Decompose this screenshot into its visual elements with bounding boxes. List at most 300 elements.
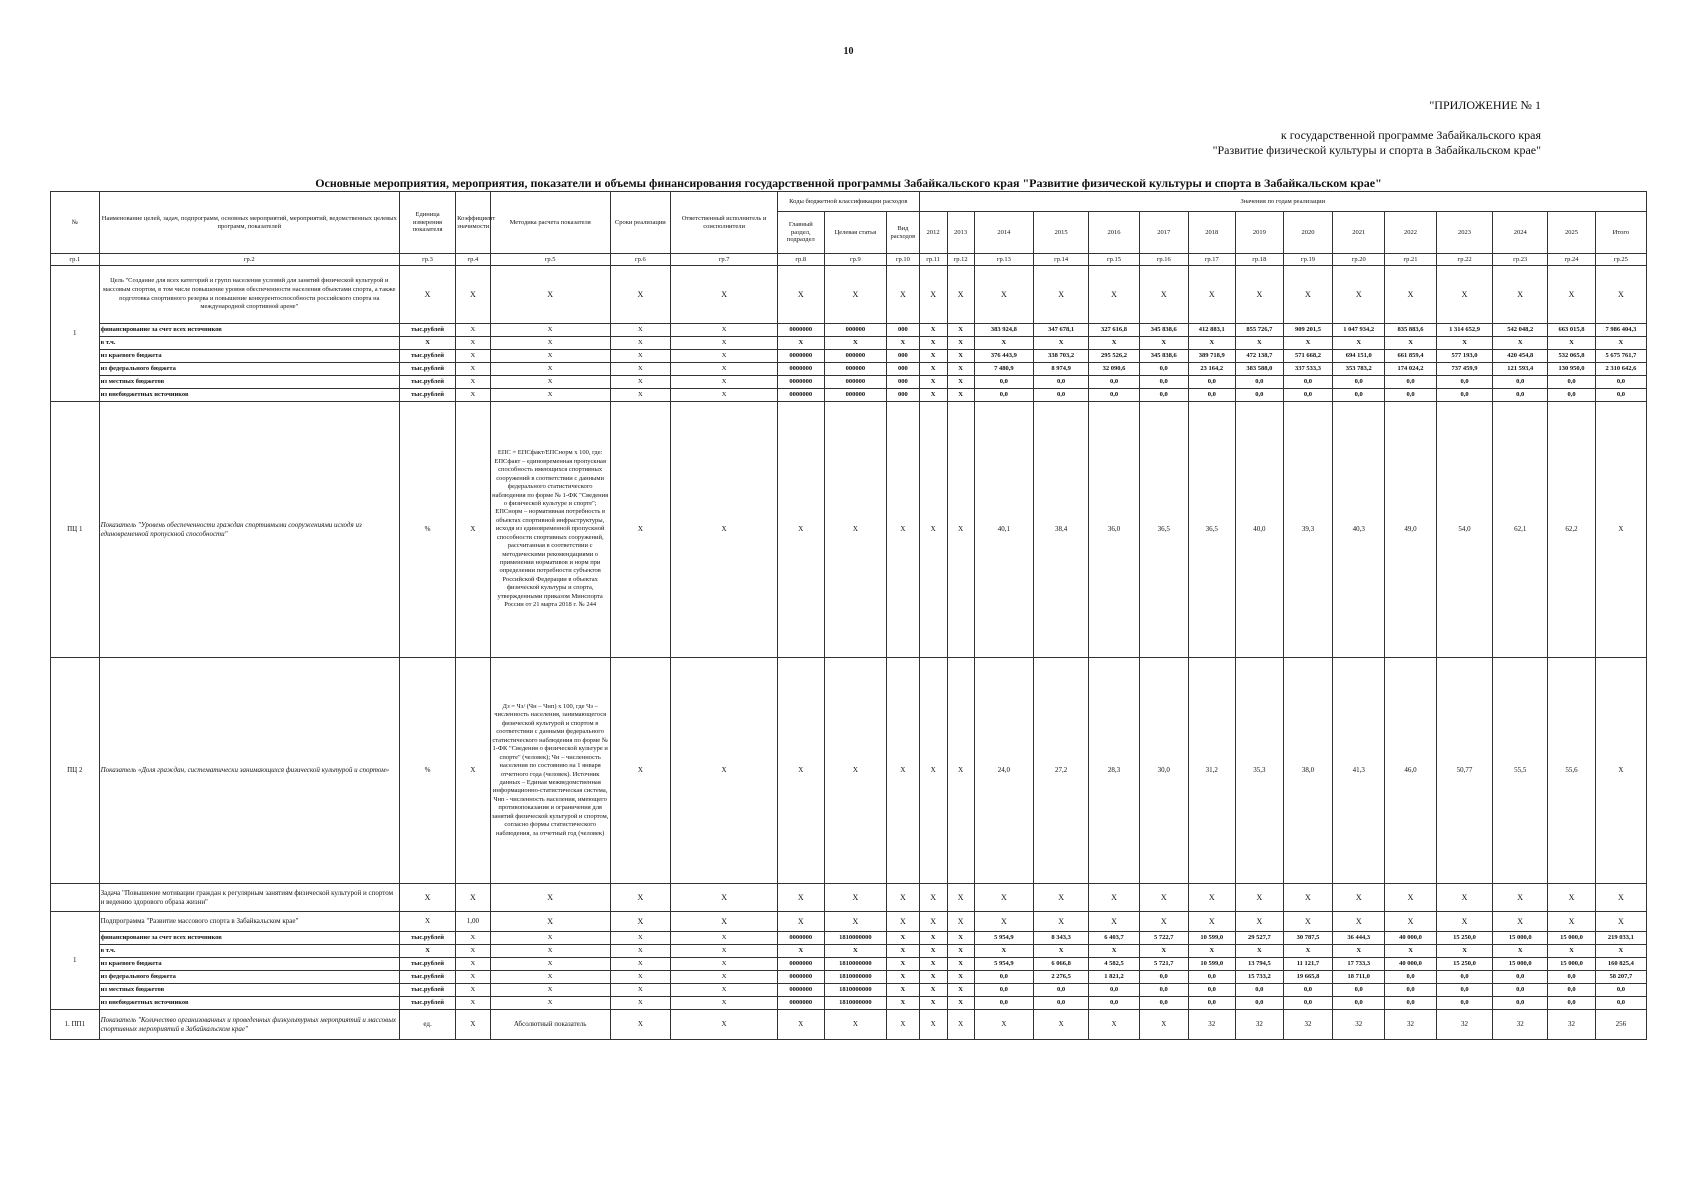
year-value: X <box>1188 945 1236 958</box>
x-mark: X <box>1333 912 1385 932</box>
year-value: 27,2 <box>1034 658 1089 884</box>
year-value: 8 974,9 <box>1034 363 1089 376</box>
year-value: 62,1 <box>1493 402 1548 658</box>
year-value: X <box>1333 945 1385 958</box>
method-text: ЕПС = ЕПСфакт/ЕПСнорм х 100, где: ЕПСфакт – единовременная пропускная способность имеющихся спортивных сооружений в соответствии с данными федерального статистического наблюдения по форме № 1-ФК "Сведения о физической культуре и спорте"; ЕПСнорм – нормативная потребность в объектах спортивной инфраструктуры, исходя из единовременной пропускной способности спортивных сооружений, рассчитанная в соответствии с методическими рекомендациями о применении нормативов и норм при определении потребности субъектов Российской Федерации в объектах физической культуры и спорта, утвержденными приказом Минспорта России от 21 марта 2018 г. № 244 <box>490 402 610 658</box>
chapter-code: 0000000 <box>778 971 824 984</box>
x-mark: X <box>671 945 778 958</box>
year-value: X <box>947 958 974 971</box>
chapter-code: 0000000 <box>778 363 824 376</box>
x-mark: X <box>610 971 671 984</box>
x-mark: X <box>490 337 610 350</box>
year-value: 32 <box>1548 1010 1596 1040</box>
x-mark: X <box>456 958 491 971</box>
year-value: 0,0 <box>1493 376 1548 389</box>
financing-label: из краевого бюджета <box>99 958 399 971</box>
year-value: 0,0 <box>1034 997 1089 1010</box>
year-value: 661 859,4 <box>1385 350 1437 363</box>
col-number: гр.8 <box>778 254 824 266</box>
financing-row <box>51 350 1647 363</box>
header-year: 2017 <box>1139 212 1188 254</box>
x-mark: X <box>671 984 778 997</box>
header-expense-type: Вид расходов <box>887 212 919 254</box>
x-mark: X <box>671 1010 778 1040</box>
expense-type-code: X <box>887 945 919 958</box>
x-mark: X <box>1236 884 1284 912</box>
x-mark: X <box>490 958 610 971</box>
x-mark: X <box>778 912 824 932</box>
target-article-code: 000000 <box>824 363 887 376</box>
year-value: 0,0 <box>974 971 1033 984</box>
year-value: X <box>1139 1010 1188 1040</box>
year-value: 1 047 934,2 <box>1333 324 1385 337</box>
x-mark: X <box>1236 912 1284 932</box>
year-value: X <box>1385 945 1437 958</box>
year-value: 345 838,6 <box>1139 324 1188 337</box>
x-mark: X <box>610 984 671 997</box>
column-numbers-row <box>51 254 1647 266</box>
col-number: гр.6 <box>610 254 671 266</box>
year-value: X <box>1595 402 1646 658</box>
year-value: 32 <box>1493 1010 1548 1040</box>
year-value: 0,0 <box>1139 984 1188 997</box>
chapter-code: 0000000 <box>778 350 824 363</box>
year-value: 46,0 <box>1385 658 1437 884</box>
year-value: 160 825,4 <box>1595 958 1646 971</box>
year-value: 10 599,0 <box>1188 958 1236 971</box>
x-mark: X <box>887 912 919 932</box>
expense-type-code: 000 <box>887 389 919 402</box>
year-value: 15 250,0 <box>1436 958 1492 971</box>
goal-row <box>51 266 1647 324</box>
year-value: 0,0 <box>1139 389 1188 402</box>
table-title: Основные мероприятия, мероприятия, показатели и объемы финансирования государственной программы Забайкальского края "Развитие физической культуры и спорта в Забайкальском крае" <box>51 177 1647 192</box>
unit-cell: тыс.рублей <box>399 997 455 1010</box>
x-mark: X <box>824 266 887 324</box>
x-mark: X <box>490 324 610 337</box>
x-mark: X <box>974 266 1033 324</box>
year-value: X <box>947 971 974 984</box>
year-value: 15 733,2 <box>1236 971 1284 984</box>
expense-type-code: 000 <box>887 324 919 337</box>
year-value: 0,0 <box>1283 389 1333 402</box>
financing-row <box>51 363 1647 376</box>
x-mark: X <box>399 912 455 932</box>
chapter-code: 0000000 <box>778 324 824 337</box>
year-value: 5 721,7 <box>1139 958 1188 971</box>
year-value: 6 066,8 <box>1034 958 1089 971</box>
year-value: X <box>947 376 974 389</box>
x-mark: X <box>1493 884 1548 912</box>
year-value: 376 443,9 <box>974 350 1033 363</box>
x-mark: X <box>671 997 778 1010</box>
method-text: Дз = Чз/ (Чн – Чнп) х 100, где Чз – численность населения, занимающегося физической культурой и спортом в соответствии с данными федерального статистического наблюдения по форме № 1-ФК "Сведения о физической культуре и спорте" (человек); Чн – численность населения по состоянию на 1 января отчетного года (человек). Источник данных – Единая межведомственная информационно-статистическая система, Чнп - численность населения, имеющего противопоказания и ограничения для занятий физической культурой и спортом, согласно формы статистического наблюдения, за отчетный год (человек) <box>490 658 610 884</box>
task-text: Задача "Повышение мотивации граждан к регулярным занятиям физической культурой и спортом и ведению здорового образа жизни" <box>99 884 399 912</box>
x-mark: X <box>671 658 778 884</box>
col-number: гр.17 <box>1188 254 1236 266</box>
year-value: 32 <box>1436 1010 1492 1040</box>
year-value: X <box>947 389 974 402</box>
x-mark: X <box>947 266 974 324</box>
x-mark: X <box>919 266 947 324</box>
x-mark: X <box>1333 884 1385 912</box>
subprogram-number: 1 <box>51 912 100 1010</box>
year-value: X <box>1139 945 1188 958</box>
unit-cell: X <box>399 945 455 958</box>
x-mark: X <box>456 266 491 324</box>
x-mark: X <box>671 376 778 389</box>
year-value: 0,0 <box>1089 997 1140 1010</box>
financing-row <box>51 971 1647 984</box>
indicator-text: Показатель «Доля граждан, систематически занимающихся физической культурой и спортом» <box>99 658 399 884</box>
year-value: X <box>1236 945 1284 958</box>
year-value: 0,0 <box>1333 389 1385 402</box>
financing-label: финансирование за счет всех источников <box>99 932 399 945</box>
x-mark: X <box>610 932 671 945</box>
target-article-code: 000000 <box>824 324 887 337</box>
col-number: гр.5 <box>490 254 610 266</box>
unit-cell: % <box>399 402 455 658</box>
year-value: 0,0 <box>1493 997 1548 1010</box>
x-mark: X <box>671 912 778 932</box>
year-value: 0,0 <box>1493 984 1548 997</box>
year-value: 0,0 <box>1385 997 1437 1010</box>
year-value: 2 310 642,6 <box>1595 363 1646 376</box>
x-mark: X <box>490 932 610 945</box>
appendix-program-ref: к государственной программе Забайкальского края <box>1280 128 1541 142</box>
year-value: 0,0 <box>1548 376 1596 389</box>
year-value: 0,0 <box>1188 984 1236 997</box>
expense-type-code: 000 <box>887 376 919 389</box>
x-mark: X <box>887 266 919 324</box>
x-mark: X <box>456 389 491 402</box>
year-value: X <box>947 350 974 363</box>
expense-type-code: X <box>887 971 919 984</box>
year-value: 256 <box>1595 1010 1646 1040</box>
year-value: X <box>1385 337 1437 350</box>
year-value: X <box>919 402 947 658</box>
year-value: 0,0 <box>1436 997 1492 1010</box>
year-value: X <box>919 363 947 376</box>
year-value: 39,3 <box>1283 402 1333 658</box>
x-mark: X <box>456 932 491 945</box>
financing-row <box>51 958 1647 971</box>
year-value: 19 665,8 <box>1283 971 1333 984</box>
year-value: 0,0 <box>1188 971 1236 984</box>
year-value: 0,0 <box>1034 984 1089 997</box>
year-value: 0,0 <box>1236 376 1284 389</box>
year-value: 0,0 <box>1493 971 1548 984</box>
financing-row <box>51 389 1647 402</box>
header-budget-codes: Коды бюджетной классификации расходов <box>778 192 920 212</box>
year-value: X <box>919 376 947 389</box>
header-target-article: Целевая статья <box>824 212 887 254</box>
x-mark: X <box>610 658 671 884</box>
x-mark: X <box>1188 912 1236 932</box>
x-mark: X <box>1188 266 1236 324</box>
x-mark: X <box>490 389 610 402</box>
chapter-code: X <box>778 945 824 958</box>
year-value: X <box>919 958 947 971</box>
x-mark: X <box>610 389 671 402</box>
expense-type-code: 000 <box>887 363 919 376</box>
year-value: 8 343,3 <box>1034 932 1089 945</box>
x-mark: X <box>824 912 887 932</box>
year-value: 30 787,5 <box>1283 932 1333 945</box>
indicator-row <box>51 658 1647 884</box>
year-value: 0,0 <box>1139 376 1188 389</box>
subprogram-row <box>51 912 1647 932</box>
year-value: 0,0 <box>1188 997 1236 1010</box>
x-mark: X <box>1139 266 1188 324</box>
x-mark: X <box>399 266 455 324</box>
header-year: 2025 <box>1548 212 1596 254</box>
coefficient: 1,00 <box>456 912 491 932</box>
year-value: 36 444,3 <box>1333 932 1385 945</box>
year-value: 0,0 <box>1283 997 1333 1010</box>
financing-row <box>51 932 1647 945</box>
col-number: гр.11 <box>919 254 947 266</box>
year-value: 121 593,4 <box>1493 363 1548 376</box>
header-coef: Коэффициент значимости <box>456 192 491 254</box>
year-value: 5 954,9 <box>974 932 1033 945</box>
target-article-code: 1810000000 <box>824 984 887 997</box>
expense-type-code: X <box>887 932 919 945</box>
x-mark: X <box>671 884 778 912</box>
year-value: X <box>1436 945 1492 958</box>
year-value: 0,0 <box>1385 984 1437 997</box>
year-value: 0,0 <box>1236 389 1284 402</box>
year-value: 0,0 <box>1089 389 1140 402</box>
year-value: 0,0 <box>974 984 1033 997</box>
indicator-number: ПЦ 1 <box>51 402 100 658</box>
target-article-code: 000000 <box>824 350 887 363</box>
target-article-code: X <box>824 337 887 350</box>
year-value: X <box>1493 945 1548 958</box>
year-value: 7 986 404,3 <box>1595 324 1646 337</box>
goal-text: Цель "Создание для всех категорий и групп населения условий для занятий физической культурой и массовым спортом, в том числе повышение уровня обеспеченности населения объектами спорта, а также подготовка спортивного резерва и повышение конкурентоспособности российского спорта на международной спортивной арене" <box>99 266 399 324</box>
col-number: гр.2 <box>99 254 399 266</box>
x-mark: X <box>974 912 1033 932</box>
x-mark: X <box>671 389 778 402</box>
year-value: X <box>1493 337 1548 350</box>
year-value: 0,0 <box>1333 997 1385 1010</box>
table-title-row <box>51 177 1647 192</box>
col-number: гр.22 <box>1436 254 1492 266</box>
year-value: X <box>1034 1010 1089 1040</box>
target-article-code: 1810000000 <box>824 932 887 945</box>
year-value: X <box>974 337 1033 350</box>
col-number: гр.16 <box>1139 254 1188 266</box>
header-year: 2018 <box>1188 212 1236 254</box>
year-value: 0,0 <box>1333 984 1385 997</box>
header-year: 2022 <box>1385 212 1437 254</box>
year-value: 0,0 <box>1436 971 1492 984</box>
year-value: 49,0 <box>1385 402 1437 658</box>
year-value: 4 582,5 <box>1089 958 1140 971</box>
header-year: 2019 <box>1236 212 1284 254</box>
col-number: гр.25 <box>1595 254 1646 266</box>
appendix-program-name: "Развитие физической культуры и спорта в Забайкальском крае" <box>1212 143 1541 157</box>
chapter-code: 0000000 <box>778 997 824 1010</box>
year-value: 0,0 <box>1139 363 1188 376</box>
x-mark: X <box>610 266 671 324</box>
year-value: X <box>919 350 947 363</box>
x-mark: X <box>671 402 778 658</box>
year-value: X <box>974 1010 1033 1040</box>
col-number: гр.10 <box>887 254 919 266</box>
x-mark: X <box>671 958 778 971</box>
indicator-number: 1. ПП1 <box>51 1010 100 1040</box>
year-value: 54,0 <box>1436 402 1492 658</box>
year-value: X <box>1089 337 1140 350</box>
appendix-heading: "ПРИЛОЖЕНИЕ № 1 <box>1429 98 1541 112</box>
year-value: X <box>919 971 947 984</box>
year-value: X <box>947 324 974 337</box>
year-value: 2 276,5 <box>1034 971 1089 984</box>
x-mark: X <box>1139 884 1188 912</box>
x-mark: X <box>1385 884 1437 912</box>
year-value: 383 924,8 <box>974 324 1033 337</box>
x-mark: X <box>1034 912 1089 932</box>
financing-label: из местных бюджетов <box>99 984 399 997</box>
year-value: 29 527,7 <box>1236 932 1284 945</box>
col-number: гр.14 <box>1034 254 1089 266</box>
x-mark: X <box>887 884 919 912</box>
x-mark: X <box>1139 912 1188 932</box>
x-mark: X <box>1089 912 1140 932</box>
x-mark: X <box>1089 266 1140 324</box>
year-value: X <box>1283 337 1333 350</box>
year-value: 0,0 <box>1595 389 1646 402</box>
year-value: 0,0 <box>1595 984 1646 997</box>
header-total: Итого <box>1595 212 1646 254</box>
financing-label: из внебюджетных источников <box>99 389 399 402</box>
x-mark: X <box>610 1010 671 1040</box>
year-value: 532 065,8 <box>1548 350 1596 363</box>
financing-label: в т.ч. <box>99 337 399 350</box>
year-value: 55,5 <box>1493 658 1548 884</box>
year-value: 40,3 <box>1333 402 1385 658</box>
x-mark: X <box>456 324 491 337</box>
col-number: гр.20 <box>1333 254 1385 266</box>
header-year: 2023 <box>1436 212 1492 254</box>
x-mark: X <box>671 363 778 376</box>
target-article-code: 1810000000 <box>824 958 887 971</box>
year-value: 219 033,1 <box>1595 932 1646 945</box>
year-value: 28,3 <box>1089 658 1140 884</box>
year-value: 41,3 <box>1333 658 1385 884</box>
year-value: X <box>919 945 947 958</box>
x-mark: X <box>456 984 491 997</box>
task-row <box>51 884 1647 912</box>
year-value: 130 950,0 <box>1548 363 1596 376</box>
indicator-text: Показатель "Количество организованных и проведенных физкультурных мероприятий и массовых спортивных мероприятий в Забайкальском крае" <box>99 1010 399 1040</box>
x-mark: X <box>610 997 671 1010</box>
x-mark: X <box>456 1010 491 1040</box>
x-mark: X <box>456 402 491 658</box>
expense-type-code: X <box>887 997 919 1010</box>
year-value: 7 480,9 <box>974 363 1033 376</box>
x-mark: X <box>671 932 778 945</box>
year-value: 0,0 <box>974 376 1033 389</box>
year-value: 353 783,2 <box>1333 363 1385 376</box>
unit-cell: ед. <box>399 1010 455 1040</box>
year-value: 542 048,2 <box>1493 324 1548 337</box>
x-mark: X <box>824 402 887 658</box>
financing-row <box>51 337 1647 350</box>
year-value: 15 250,0 <box>1436 932 1492 945</box>
x-mark: X <box>887 658 919 884</box>
year-value: 327 616,8 <box>1089 324 1140 337</box>
year-value: X <box>1595 945 1646 958</box>
x-mark: X <box>1236 266 1284 324</box>
year-value: 420 454,8 <box>1493 350 1548 363</box>
x-mark: X <box>610 350 671 363</box>
unit-cell: тыс.рублей <box>399 932 455 945</box>
header-unit: Единица измерения показателя <box>399 192 455 254</box>
year-value: X <box>1034 945 1089 958</box>
year-value: 15 000,0 <box>1493 958 1548 971</box>
year-value: 0,0 <box>1089 984 1140 997</box>
year-value: X <box>947 1010 974 1040</box>
x-mark: X <box>1089 884 1140 912</box>
col-number: гр.13 <box>974 254 1033 266</box>
expense-type-code: X <box>887 337 919 350</box>
x-mark: X <box>1548 266 1596 324</box>
year-value: 389 718,9 <box>1188 350 1236 363</box>
year-value: 32 090,6 <box>1089 363 1140 376</box>
x-mark: X <box>671 266 778 324</box>
year-value: 55,6 <box>1548 658 1596 884</box>
col-number: гр.24 <box>1548 254 1596 266</box>
year-value: 32 <box>1333 1010 1385 1040</box>
year-value: 0,0 <box>1089 376 1140 389</box>
year-value: 0,0 <box>1548 997 1596 1010</box>
x-mark: X <box>456 350 491 363</box>
year-value: X <box>1548 945 1596 958</box>
x-mark: X <box>1034 884 1089 912</box>
col-number: гр.1 <box>51 254 100 266</box>
year-value: 11 121,7 <box>1283 958 1333 971</box>
goal-number: 1 <box>51 266 100 402</box>
x-mark: X <box>1595 912 1646 932</box>
header-year: 2021 <box>1333 212 1385 254</box>
unit-cell: % <box>399 658 455 884</box>
x-mark: X <box>824 884 887 912</box>
year-value: 15 000,0 <box>1548 932 1596 945</box>
x-mark: X <box>1283 266 1333 324</box>
year-value: 5 675 761,7 <box>1595 350 1646 363</box>
year-value: 0,0 <box>1385 971 1437 984</box>
x-mark: X <box>1385 266 1437 324</box>
col-number: гр.19 <box>1283 254 1333 266</box>
financing-row <box>51 997 1647 1010</box>
target-article-code: 000000 <box>824 376 887 389</box>
x-mark: X <box>1436 912 1492 932</box>
x-mark: X <box>399 884 455 912</box>
unit-cell: тыс.рублей <box>399 376 455 389</box>
year-value: 13 794,5 <box>1236 958 1284 971</box>
year-value: X <box>919 932 947 945</box>
year-value: 0,0 <box>1188 389 1236 402</box>
unit-cell: тыс.рублей <box>399 389 455 402</box>
year-value: 338 703,2 <box>1034 350 1089 363</box>
chapter-code: 0000000 <box>778 984 824 997</box>
year-value: 15 000,0 <box>1493 932 1548 945</box>
year-value: 347 678,1 <box>1034 324 1089 337</box>
year-value: 0,0 <box>1236 997 1284 1010</box>
